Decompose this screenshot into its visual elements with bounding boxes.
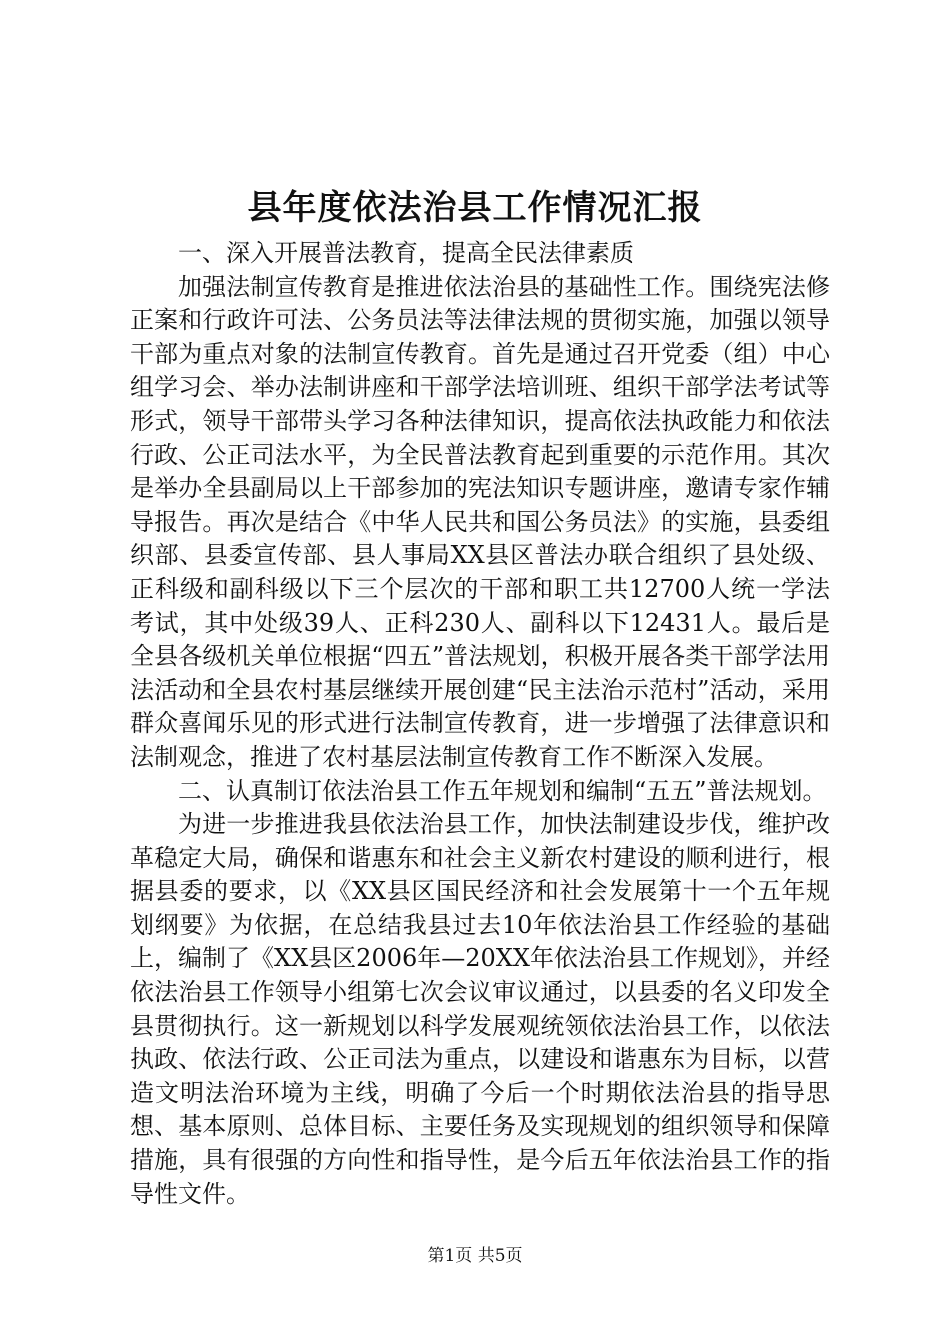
- document-body: [130, 237, 830, 1211]
- document-title: 县年度依法治县工作情况汇报: [247, 188, 703, 228]
- section-heading-2: 二、认真制订依法治县工作五年规划和编制“五五”普法规划。: [178, 776, 827, 805]
- section-heading-1: 一、深入开展普法教育，提高全民法律素质: [178, 239, 634, 267]
- page-footer: 第1页 共5页: [427, 1246, 523, 1266]
- body-paragraph-1: 加强法制宣传教育是推进依法治县的基础性工作。围绕宪法修正案和行政许可法、公务员法等法律法规的贯彻实施，加强以领导干部为重点对象的法制宣传教育。首先是通过召开党委（组）中心组学习会、举办法制讲座和干部学法培训班、组织干部学法考试等形式，领导干部带头学习各种法律知识，提高依法执政能力和依法行政、公正司法水平，为全民普法教育起到重要的示范作用。其次是举办全县副局以上干部参加的宪法知识专题讲座，邀请专家作辅导报告。再次是结合《中华人民共和国公务员法》的实施，县委组织部、县委宣传部、县人事局XX县区普法办联合组织了县处级、正科级和副科级以下三个层次的干部和职工共12700人统一学法考试，其中处级39人、正科230人、副科以下12431人。最后是全县各级机关单位根据“四五”普法规划，积极开展各类干部学法用法活动和全县农村基层继续开展创建“民主法治示范村”活动，采用群众喜闻乐见的形式进行法制宣传教育，进一步增强了法律意识和法制观念，推进了农村基层法制宣传教育工作不断深入发展。: [130, 272, 830, 771]
- body-paragraph-2: 为进一步推进我县依法治县工作，加快法制建设步伐，维护改革稳定大局，确保和谐惠东和社会主义新农村建设的顺利进行，根据县委的要求，以《XX县区国民经济和社会发展第十一个五年规划纲要》为依据，在总结我县过去10年依法治县工作经验的基础上，编制了《XX县区2006年—20XX年依法治县工作规划》，并经依法治县工作领导小组第七次会议审议通过，以县委的名义印发全县贯彻执行。这一新规划以科学发展观统领依法治县工作，以依法执政、依法行政、公正司法为重点，以建设和谐惠东为目标，以营造文明法治环境为主线，明确了今后一个时期依法治县的指导思想、基本原则、总体目标、主要任务及实现规划的组织领导和保障措施，具有很强的方向性和指导性，是今后五年依法治县工作的指导性文件。: [130, 810, 830, 1208]
